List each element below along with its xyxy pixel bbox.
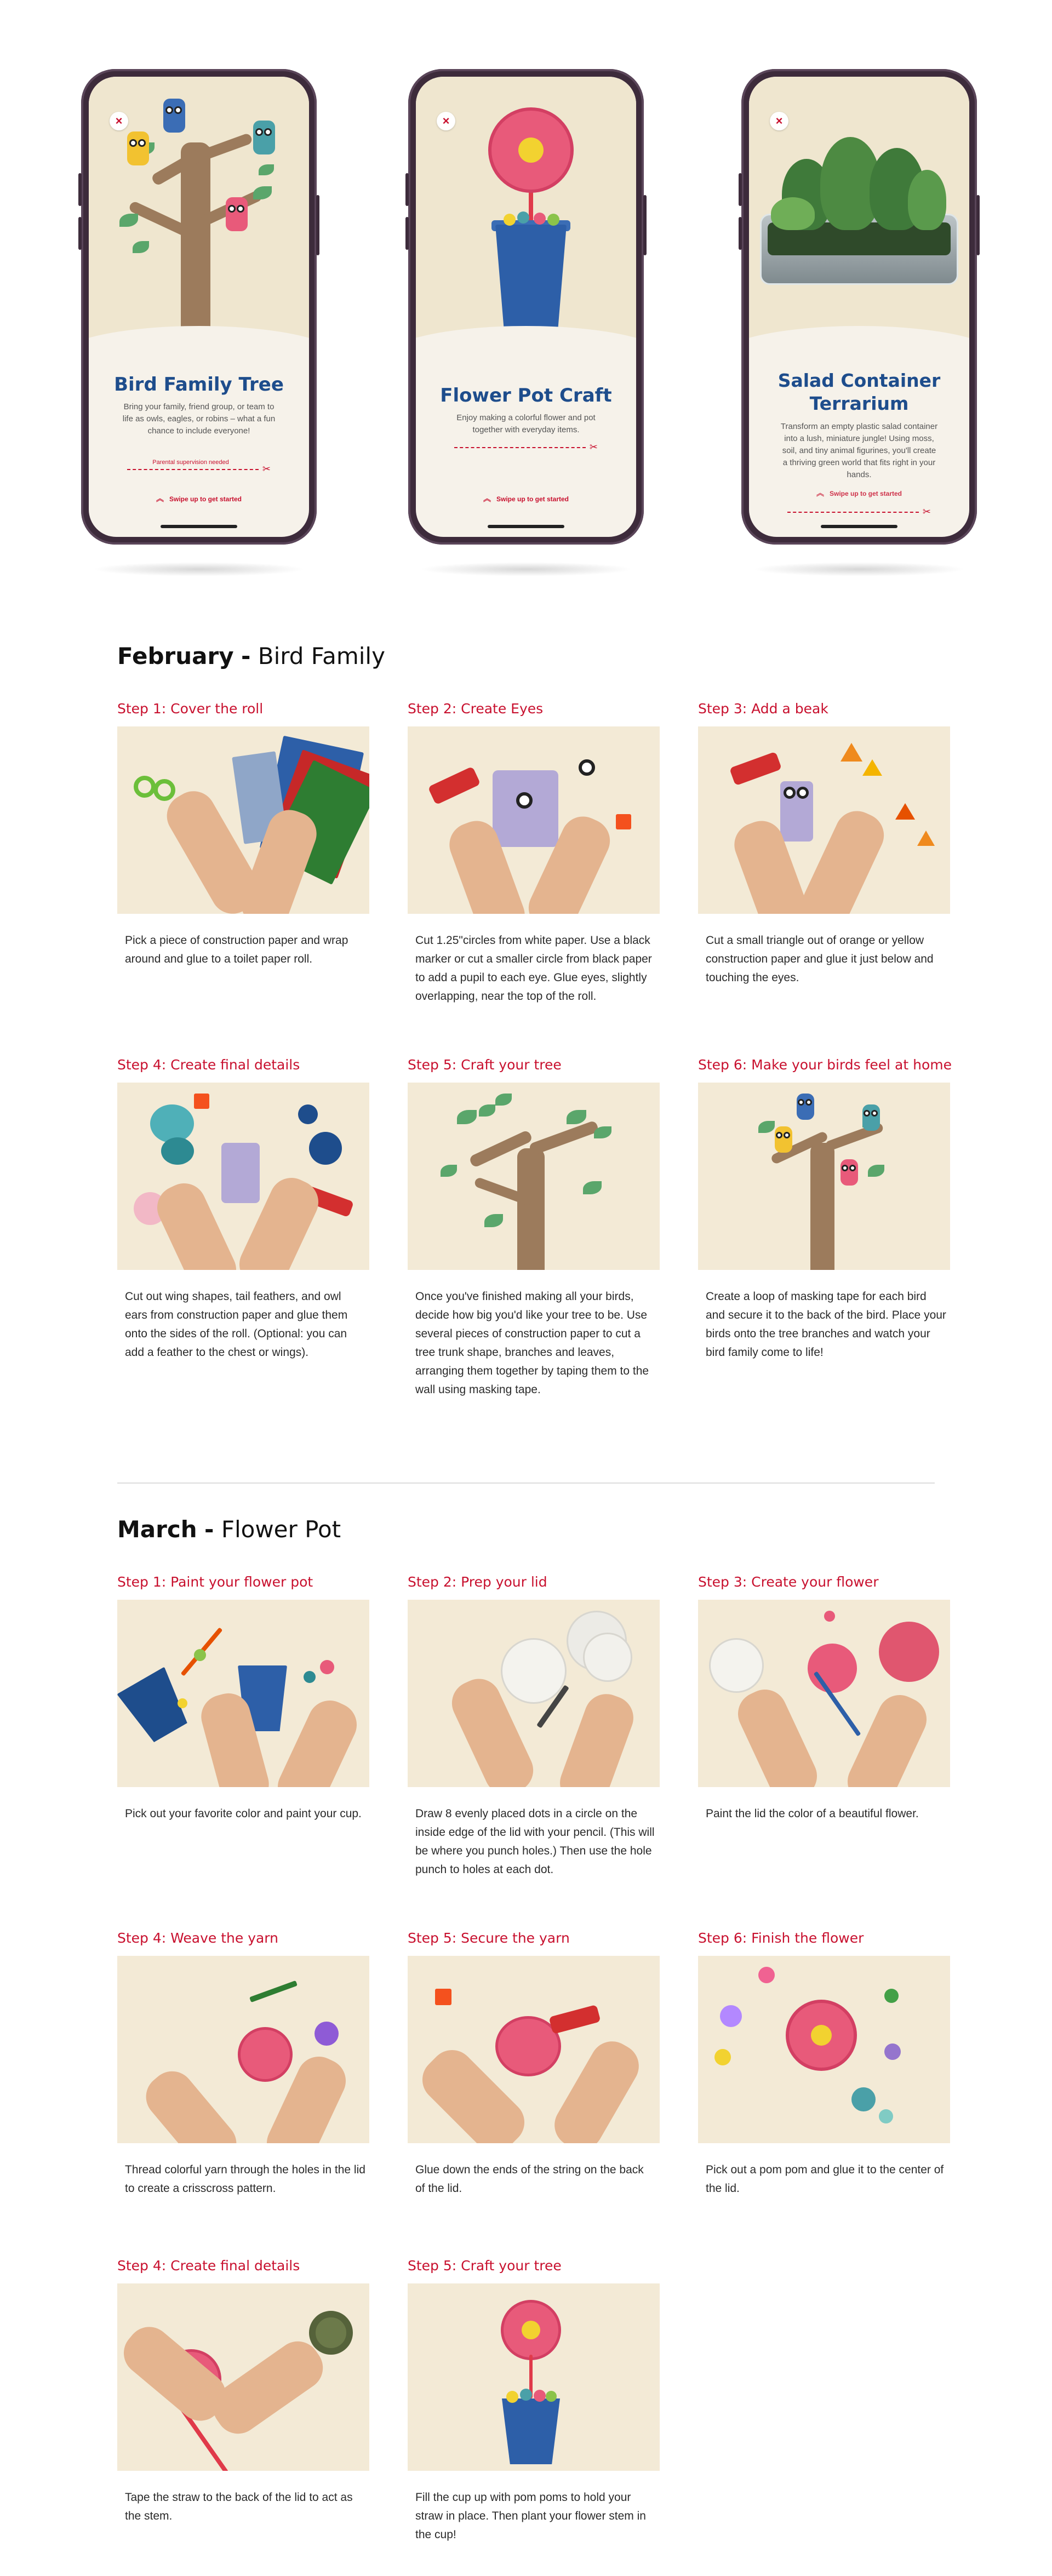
step-description: Paint the lid the color of a beautiful flower. (706, 1807, 919, 1820)
step-photo-craft-tree (408, 1083, 660, 1270)
step-title: Step 4: Create final details (117, 2258, 300, 2274)
craft-title: Flower Pot Craft (440, 385, 612, 407)
phone-volume-button (78, 217, 82, 250)
phone-flower-pot-craft (408, 69, 644, 545)
swipe-up-button[interactable] (427, 493, 625, 504)
phone-bird-family-tree (81, 69, 317, 545)
phone-volume-button (405, 173, 409, 206)
step-photo-final-details (117, 1083, 369, 1270)
phone-volume-button (739, 217, 742, 250)
supervision-note (127, 459, 271, 474)
close-icon: × (775, 114, 783, 128)
step-photo-cover-roll (117, 726, 369, 914)
mar-step-6 (698, 1930, 950, 2198)
step-title: Step 4: Weave the yarn (117, 1930, 278, 1946)
mar-step-4 (117, 1930, 369, 2198)
step-photo-secure-yarn (408, 1956, 660, 2143)
mar-step-7 (117, 2257, 369, 2526)
phone-side-button (976, 195, 980, 255)
parental-note: Parental supervision needed (152, 459, 229, 466)
phone-volume-button (739, 173, 742, 206)
step-photo-attach-stem (117, 2283, 369, 2471)
step-description: Pick a piece of construction paper and wrap around and glue to a toilet paper roll. (125, 934, 348, 965)
step-photo-finish-flower (698, 1956, 950, 2143)
step-description: Tape the straw to the back of the lid to act as the stem. (125, 2491, 353, 2522)
step-title: Step 5: Craft your tree (408, 1057, 562, 1073)
swipe-label: Swipe up to get started (829, 490, 902, 497)
step-description: Pick out a pom pom and glue it to the center of the lid. (706, 2163, 944, 2195)
step-description: Cut out wing shapes, tail feathers, and owl ears from construction paper and glue them onto the sides of the roll. (Optional: you can add a feather to the chest or wings). (125, 1290, 348, 1359)
step-photo-paint-pot (117, 1600, 369, 1787)
hero-wave (416, 326, 636, 392)
feb-step-2 (408, 700, 660, 1006)
close-icon: × (115, 114, 123, 128)
close-button[interactable] (437, 112, 455, 130)
scissors-icon: ✂ (922, 506, 931, 517)
phone-screen (749, 77, 969, 537)
step-photo-prep-lid (408, 1600, 660, 1787)
heading-separator: - (241, 643, 251, 669)
home-indicator[interactable] (821, 525, 897, 528)
month-label: March (117, 1516, 197, 1543)
step-title: Step 6: Finish the flower (698, 1930, 864, 1946)
step-title: Step 5: Secure the yarn (408, 1930, 570, 1946)
craft-name: Flower Pot (221, 1516, 341, 1543)
close-icon: × (442, 114, 450, 128)
craft-name: Bird Family (258, 643, 385, 669)
section-heading-march (117, 1515, 341, 1544)
step-description: Cut 1.25"circles from white paper. Use a black marker or cut a smaller circle from black paper to add a pupil to each eye. Glue eyes, slightly overlapping, near the top of the roll. (415, 934, 652, 1003)
craft-description: Bring your family, friend group, or team to life as owls, eagles, or robins – what a fun chance to include everyone! (122, 402, 276, 436)
step-title: Step 5: Craft your tree (408, 2258, 562, 2274)
cut-line (787, 506, 931, 517)
close-button[interactable] (110, 112, 128, 130)
step-title: Step 4: Create final details (117, 1057, 300, 1073)
step-title: Step 1: Paint your flower pot (117, 1574, 313, 1590)
step-description: Once you've finished making all your birds, decide how big you'd like your tree to be. Use several pieces of construction paper to cut a tree trunk shape, branches and leaves, arranging them together by taping them to the wall using masking tape. (415, 1290, 649, 1396)
swipe-up-button[interactable] (760, 488, 958, 499)
mar-step-8 (408, 2257, 660, 2544)
close-button[interactable] (770, 112, 788, 130)
section-divider (117, 1482, 935, 1484)
step-description: Draw 8 evenly placed dots in a circle on the inside edge of the lid with your pencil. (This will be where you punch holes.) Then use the hole punch to holes at each dot. (415, 1807, 655, 1876)
phone-side-button (316, 195, 319, 255)
step-description: Cut a small triangle out of orange or yellow construction paper and glue it just below and touching the eyes. (706, 934, 934, 984)
step-description: Fill the cup up with pom poms to hold your straw in place. Then plant your flower stem in the cup! (415, 2491, 646, 2541)
mar-step-3 (698, 1573, 950, 1823)
scissors-icon: ✂ (262, 463, 271, 474)
chevron-up-icon: ︽ (483, 494, 491, 503)
step-title: Step 1: Cover the roll (117, 701, 264, 717)
step-photo-create-flower (698, 1600, 950, 1787)
step-description: Glue down the ends of the string on the back of the lid. (415, 2163, 644, 2195)
craft-description: Enjoy making a colorful flower and pot together with everyday items. (456, 413, 596, 434)
step-title: Step 2: Create Eyes (408, 701, 544, 717)
section-heading-february (117, 642, 385, 671)
phone-side-button (643, 195, 647, 255)
step-title: Step 6: Make your birds feel at home (698, 1057, 952, 1073)
step-title: Step 2: Prep your lid (408, 1574, 547, 1590)
step-photo-create-eyes (408, 726, 660, 914)
craft-description: Transform an empty plastic salad container into a lush, miniature jungle! Using moss, soil, and tiny animal figurines, you'll create a thriving green world that fits right in your hands. (780, 422, 938, 479)
phone-mockups (0, 0, 1052, 592)
step-title: Step 3: Create your flower (698, 1574, 879, 1590)
swipe-label: Swipe up to get started (496, 495, 569, 503)
step-description: Create a loop of masking tape for each bird and secure it to the back of the bird. Place your birds onto the tree branches and watch your bird family come to life! (706, 1290, 946, 1359)
craft-title: Salad Container Terrarium (777, 370, 941, 414)
phone-screen (416, 77, 636, 537)
step-description: Thread colorful yarn through the holes in the lid to create a crisscross pattern. (125, 2163, 365, 2195)
step-photo-weave-yarn (117, 1956, 369, 2143)
feb-step-1 (117, 700, 369, 969)
phone-volume-button (405, 217, 409, 250)
feb-step-4 (117, 1056, 369, 1362)
step-photo-plant-flower (408, 2283, 660, 2471)
month-label: February (117, 643, 234, 669)
craft-title: Bird Family Tree (114, 374, 284, 396)
phone-screen (89, 77, 309, 537)
mar-step-2 (408, 1573, 660, 1879)
mar-step-1 (117, 1573, 369, 1823)
home-indicator[interactable] (488, 525, 564, 528)
feb-step-6 (698, 1056, 950, 1362)
feb-step-3 (698, 700, 950, 987)
feb-step-5 (408, 1056, 660, 1399)
phone-salad-container-terrarium (741, 69, 977, 545)
step-photo-birds-home (698, 1083, 950, 1270)
cut-line (454, 442, 598, 453)
heading-separator: - (204, 1516, 214, 1543)
swipe-label: Swipe up to get started (169, 495, 242, 503)
chevron-up-icon: ︽ (156, 494, 164, 503)
chevron-up-icon: ︽ (816, 489, 824, 497)
home-indicator[interactable] (161, 525, 237, 528)
swipe-up-button[interactable] (100, 493, 298, 504)
step-title: Step 3: Add a beak (698, 701, 828, 717)
step-photo-add-beak (698, 726, 950, 914)
step-description: Pick out your favorite color and paint your cup. (125, 1807, 362, 1820)
mar-step-5 (408, 1930, 660, 2198)
phone-volume-button (78, 173, 82, 206)
scissors-icon: ✂ (589, 442, 598, 453)
